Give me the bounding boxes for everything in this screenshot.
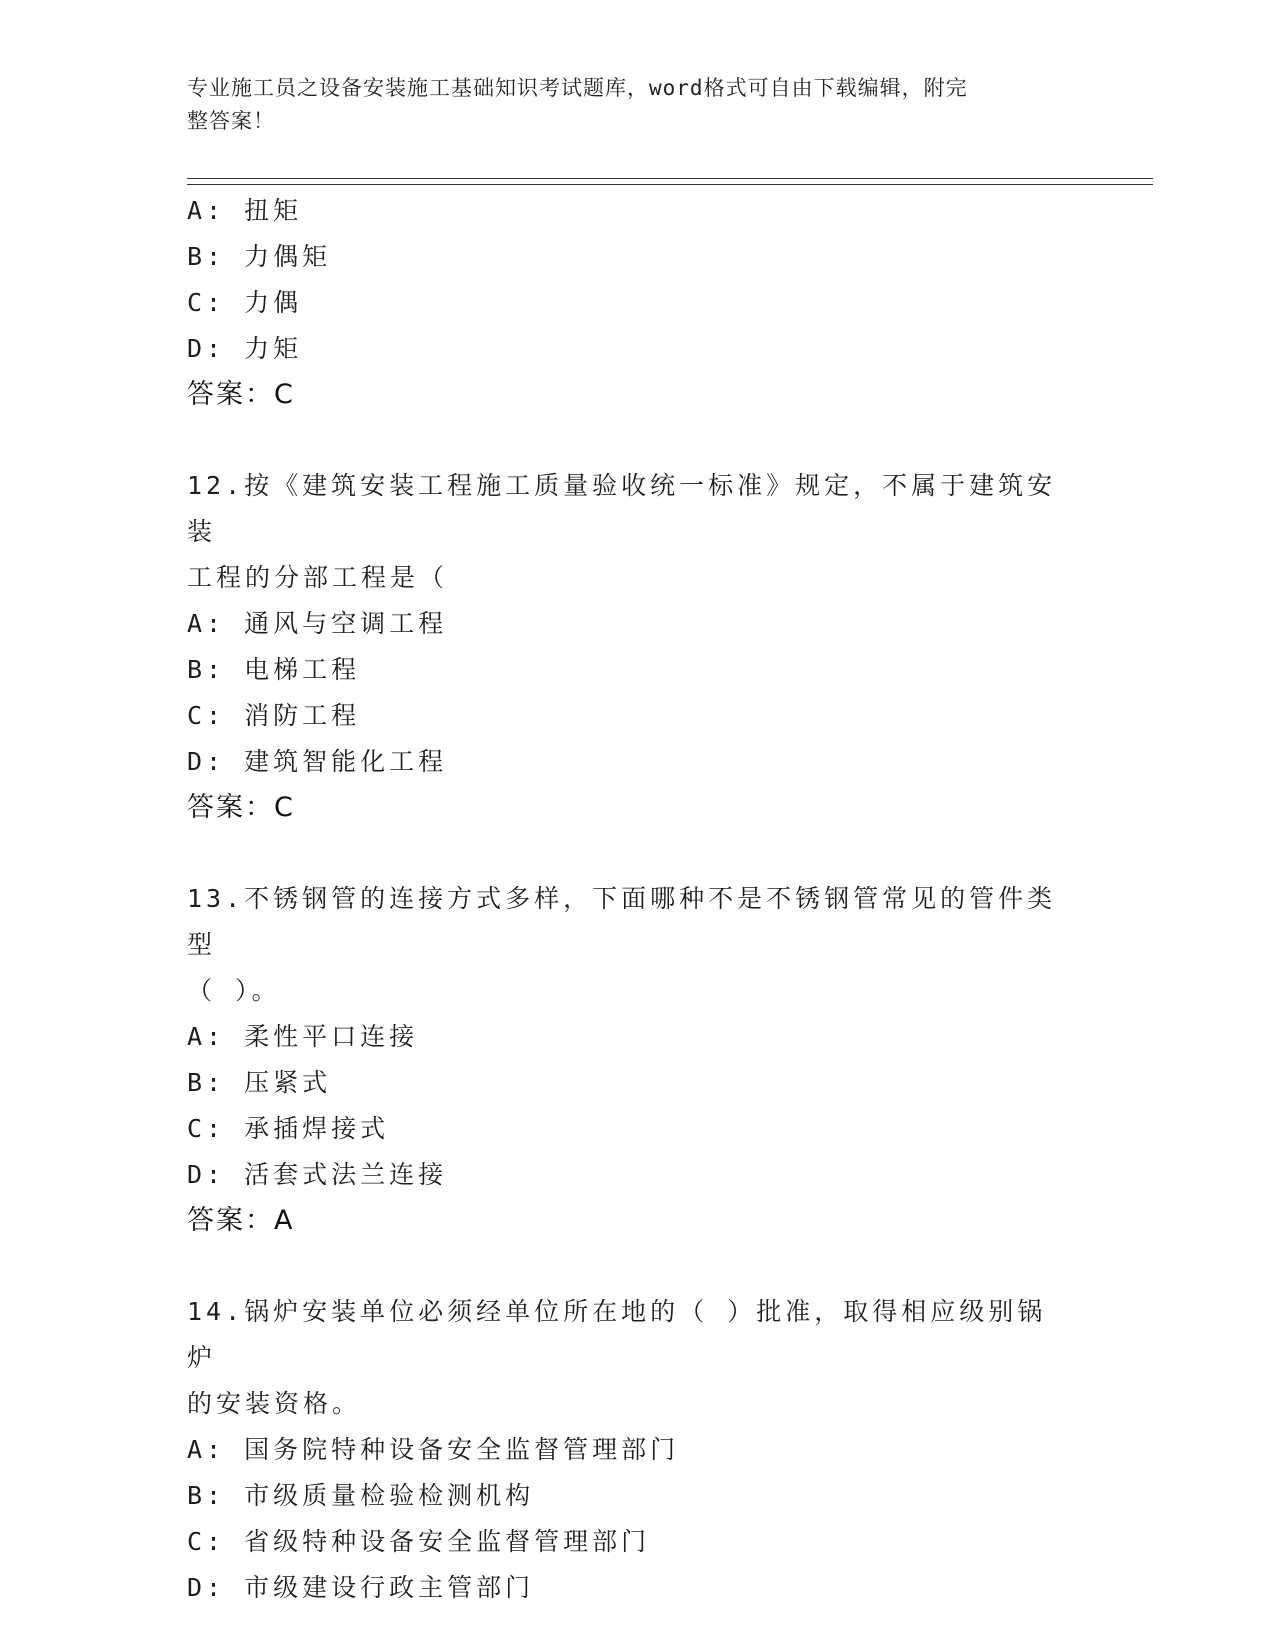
header-line-1: 专业施工员之设备安装施工基础知识考试题库，word格式可自由下载编辑，附完 xyxy=(187,76,968,100)
option-d: D: 力矩 xyxy=(187,334,303,363)
answer-line: 答案：C xyxy=(187,792,295,823)
question-stem-line-1: 13.不锈钢管的连接方式多样，下面哪种不是不锈钢管常见的管件类型 xyxy=(187,884,1057,959)
option-a: A: 通风与空调工程 xyxy=(187,609,448,638)
option-d: D: 建筑智能化工程 xyxy=(187,747,448,776)
question-block xyxy=(187,188,1087,418)
header-divider-top xyxy=(187,178,1153,179)
option-a: A: 扭矩 xyxy=(187,196,303,225)
option-c: C: 消防工程 xyxy=(187,701,361,730)
question-block xyxy=(187,1289,1087,1611)
question-stem-line-1: 12.按《建筑安装工程施工质量验收统一标准》规定，不属于建筑安装 xyxy=(187,471,1057,546)
question-block xyxy=(187,876,1087,1244)
option-c: C: 承插焊接式 xyxy=(187,1114,390,1143)
option-b: B: 压紧式 xyxy=(187,1068,332,1097)
question-list xyxy=(187,188,1087,1611)
option-c: C: 省级特种设备安全监督管理部门 xyxy=(187,1527,651,1556)
question-stem-line-2: 工程的分部工程是（ xyxy=(187,563,449,592)
option-b: B: 市级质量检验检测机构 xyxy=(187,1481,535,1510)
option-a: A: 国务院特种设备安全监督管理部门 xyxy=(187,1435,680,1464)
option-b: B: 力偶矩 xyxy=(187,242,332,271)
option-d: D: 活套式法兰连接 xyxy=(187,1160,448,1189)
question-stem-line-2: 的安装资格。 xyxy=(187,1389,362,1418)
option-a: A: 柔性平口连接 xyxy=(187,1022,419,1051)
answer-line: 答案：C xyxy=(187,379,295,410)
answer-line: 答案：A xyxy=(187,1205,295,1236)
header-line-2: 整答案！ xyxy=(187,109,275,133)
document-header xyxy=(187,72,1067,138)
header-divider-bottom xyxy=(187,184,1153,185)
option-d: D: 市级建设行政主管部门 xyxy=(187,1573,535,1602)
option-b: B: 电梯工程 xyxy=(187,655,361,684)
option-c: C: 力偶 xyxy=(187,288,303,317)
question-stem-line-1: 14.锅炉安装单位必须经单位所在地的（ ）批准，取得相应级别锅炉 xyxy=(187,1297,1047,1372)
question-stem-line-2: （ ）。 xyxy=(187,976,281,1005)
question-block xyxy=(187,463,1087,831)
